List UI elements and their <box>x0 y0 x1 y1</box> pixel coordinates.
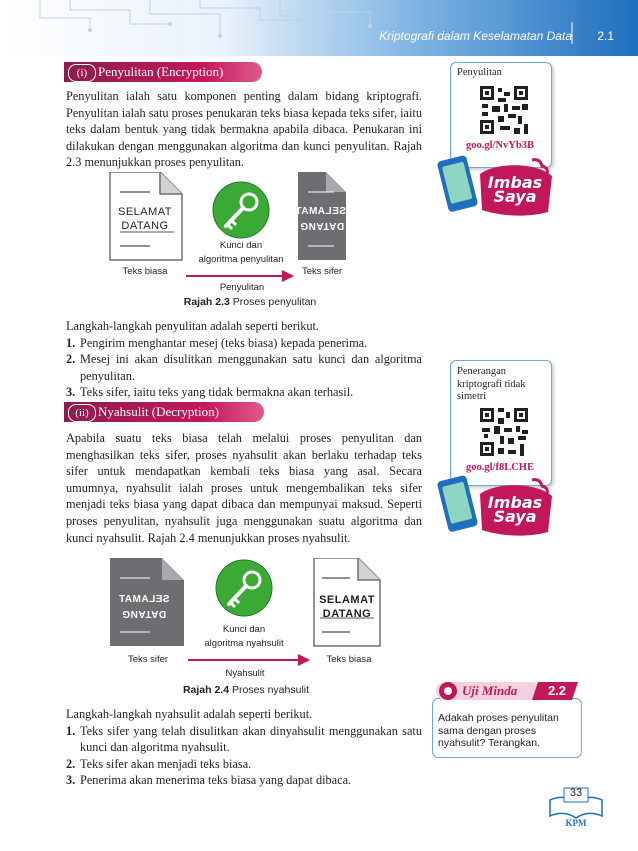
steps-intro: Langkah-langkah nyahsulit adalah seperti berikut. <box>66 707 313 721</box>
key-label-1: Kunci dan <box>219 240 263 251</box>
key-icon <box>216 560 272 616</box>
qr-code-icon[interactable] <box>478 406 530 458</box>
plain-text-word-2: DATANG <box>121 220 169 232</box>
cipher-text-word-1: SELAMAT <box>294 206 346 217</box>
nyahsulit-paragraph: Apabila suatu teks biasa telah melalui proses penyulitan dan menghasilkan teks sifer, proses nyahsulit akan berlaku terhadap teks sifer untuk mendapatkan kembali teks biasa yang asal. Secara umumnya, nyahsulit ialah proses untuk mengembalikan teks sifer menjadi teks biasa yang dapat dibaca dan mempunyai maksud. Seperti proses penyulitan, nyahsulit juga menggunakan suatu algoritma dan kunci nyahsulit. Rajah 2.4 menunjukkan proses nyahsulit. <box>66 431 422 545</box>
imbas-saya-badge: Imbas Saya <box>487 173 543 206</box>
key-icon <box>213 182 269 238</box>
sidebar-label: Penerangan kriptografi tidak simetri <box>457 366 526 402</box>
penyulitan-paragraph: Penyulitan ialah satu komponen penting dalam bidang kriptografi. Penyulitan ialah satu proses penukaran teks biasa kepada teks sifer, iaitu teks dalam bentuk yang tidak bermakna apabila dibaca. Penukaran ini dilakukan dengan menggunakan algoritma dan kunci penyulitan. Rajah 2.3 menunjukkan proses penyulitan. <box>66 89 422 170</box>
list-item: 3. Teks sifer, iaitu teks yang tidak bermakna akan terhasil. <box>66 385 354 400</box>
list-item: 2. Teks sifer akan menjadi teks biasa. <box>66 756 252 771</box>
caption-text: Proses penyulitan <box>232 296 317 308</box>
uji-minda-header <box>432 680 582 702</box>
figure-2-3-caption <box>130 296 370 308</box>
key-label-2: algoritma nyahsulit <box>204 638 284 649</box>
label-teks-biasa: Teks biasa <box>122 266 168 277</box>
label-teks-biasa: Teks biasa <box>326 654 372 665</box>
label-teks-sifer: Teks sifer <box>127 654 169 665</box>
caption-number: Rajah 2.3 <box>183 296 230 308</box>
section-nyahsulit-header <box>64 402 264 422</box>
list-item: 1. Teks sifer yang telah disulitkan akan dinyahsulit menggunakan satu kunci dan algoritma nyahsulit. <box>66 723 422 755</box>
header-chapter-number: 2.1 <box>597 29 614 43</box>
section-number: (i) <box>68 64 96 82</box>
section-title: Penyulitan (Encryption) <box>98 64 224 79</box>
circuit-pattern-icon <box>0 0 638 56</box>
sidebar-link[interactable]: goo.gl/NvYb3B <box>466 140 534 151</box>
publisher-label: KPM <box>565 818 587 828</box>
arrow-label-penyulitan: Penyulitan <box>219 282 265 293</box>
nyahsulit-steps <box>66 706 422 789</box>
sidebar-label: Penyulitan <box>457 67 502 78</box>
section-title: Nyahsulit (Decryption) <box>98 404 219 419</box>
arrow-right-icon <box>188 652 312 668</box>
uji-minda-title-1: Uji <box>462 683 479 698</box>
cipher-text-word-2: DATANG <box>299 220 345 231</box>
penyulitan-steps <box>66 318 422 401</box>
arrow-label-nyahsulit: Nyahsulit <box>225 668 265 679</box>
uji-minda-number: 2.2 <box>547 683 567 698</box>
figure-2-4 <box>110 558 390 682</box>
list-item: 1. Pengirim menghantar mesej (teks biasa) kepada penerima. <box>66 335 368 350</box>
imbas-saya-badge: Imbas Saya <box>487 493 543 526</box>
key-label-1: Kunci dan <box>222 624 266 635</box>
section-penyulitan-header <box>64 62 262 82</box>
figure-2-3 <box>108 172 348 312</box>
header-title: Kriptografi dalam Keselamatan Data <box>379 29 572 43</box>
plain-text-word-1: SELAMAT <box>319 594 375 606</box>
uji-minda-title-2: Minda <box>481 683 518 698</box>
plain-text-word-2: DATANG <box>322 608 372 620</box>
cipher-text-word-2: DATANG <box>121 608 167 619</box>
figure-2-4-caption <box>126 684 366 696</box>
plain-text-word-1: SELAMAT <box>117 206 173 218</box>
sidebar-link[interactable]: goo.gl/f8LCHE <box>466 462 534 473</box>
top-banner <box>0 0 638 56</box>
uji-minda-question: Adakah proses penyulitan sama dengan proses nyahsulit? Terangkan. <box>438 712 559 750</box>
caption-text: Proses nyahsulit <box>231 684 310 696</box>
section-number: (ii) <box>68 404 96 422</box>
cipher-text-word-1: SELAMAT <box>118 594 170 605</box>
list-item: 2. Mesej ini akan disulitkan menggunakan satu kunci dan algoritma penyulitan. <box>66 352 422 383</box>
caption-number: Rajah 2.4 <box>182 684 230 696</box>
page-number: 33 <box>569 787 583 799</box>
qr-code-icon[interactable] <box>478 84 530 136</box>
label-teks-sifer: Teks sifer <box>301 266 343 277</box>
key-label-2: algoritma penyulitan <box>198 254 284 265</box>
steps-intro: Langkah-langkah penyulitan adalah seperti berikut. <box>66 319 320 333</box>
list-item: 3. Penerima akan menerima teks biasa yang dapat dibaca. <box>66 773 352 788</box>
